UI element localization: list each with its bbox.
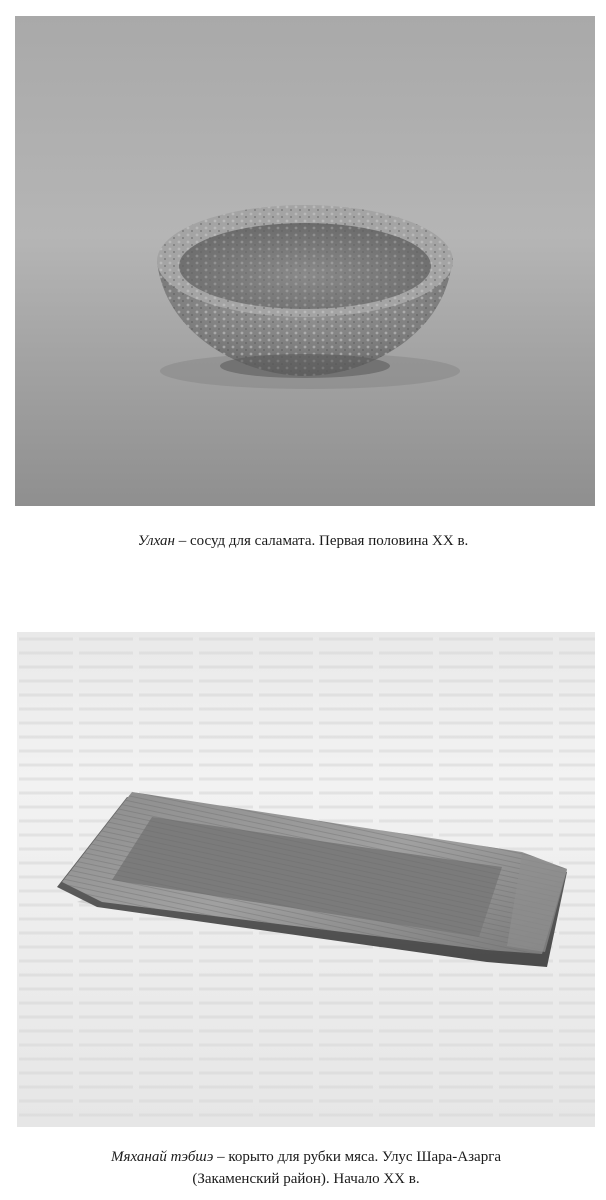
figure-caption xyxy=(0,530,606,552)
bowl-photo xyxy=(15,16,595,506)
bowl-illustration xyxy=(15,16,595,506)
caption-text: – корыто для рубки мяса. Улус Шара-Азарга xyxy=(213,1149,502,1165)
figure-caption xyxy=(22,1146,590,1190)
caption-text: – сосуд для саламата. Первая половина XX в. xyxy=(174,533,469,549)
trough-photo xyxy=(17,632,595,1127)
caption-term: Улхан xyxy=(137,533,175,549)
trough-illustration xyxy=(17,632,595,1127)
caption-term: Мяханай тэбшэ xyxy=(110,1149,214,1165)
caption-text-line-2: (Закаменский район). Начало XX в. xyxy=(192,1171,420,1187)
